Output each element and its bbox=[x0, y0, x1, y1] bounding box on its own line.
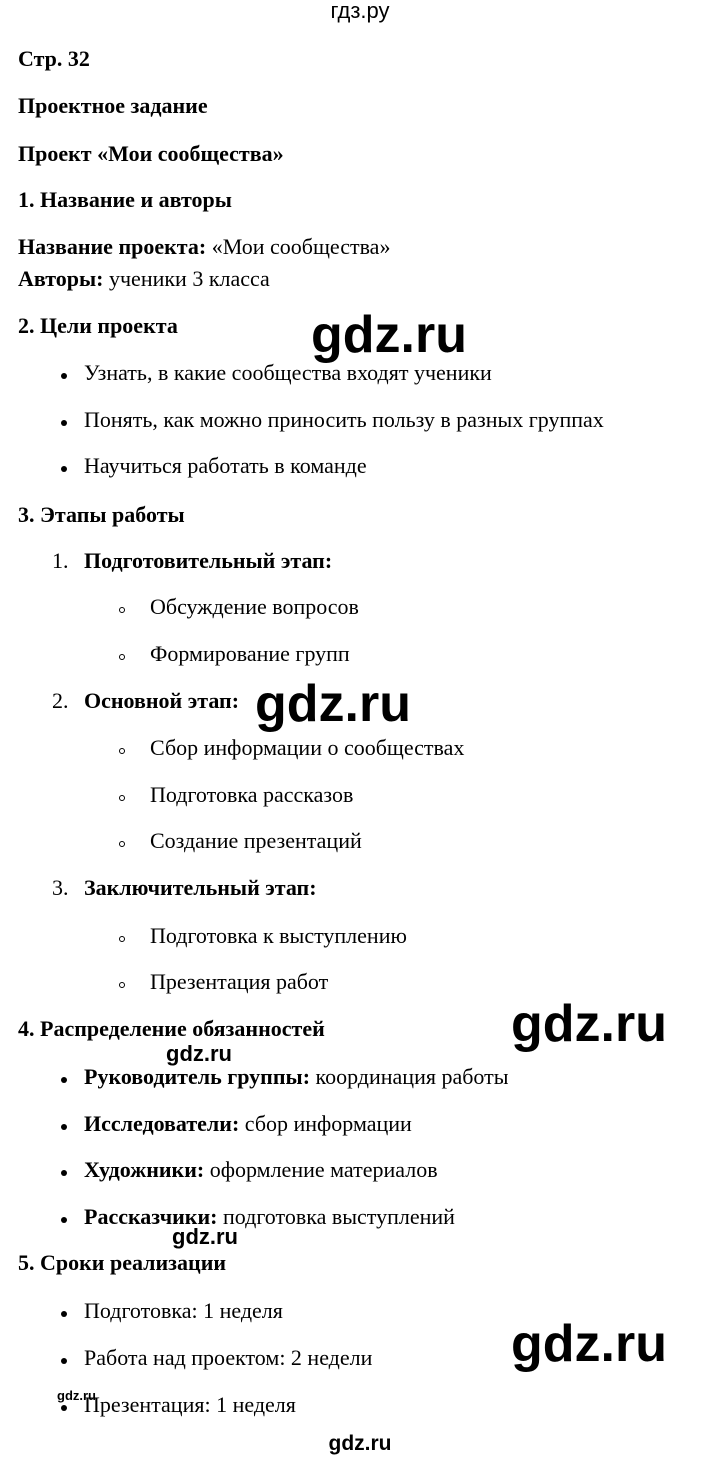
circle-bullet-icon bbox=[119, 607, 125, 613]
duty-label: Руководитель группы: bbox=[84, 1064, 311, 1089]
stage-number: 2. bbox=[52, 688, 69, 713]
stage-item: Сбор информации о сообществах bbox=[150, 735, 465, 760]
bullet-icon bbox=[61, 373, 67, 379]
duty-item bbox=[84, 1111, 412, 1137]
stage-title: Основной этап: bbox=[84, 688, 240, 713]
duty-value: сбор информации bbox=[244, 1111, 412, 1136]
section-2-title: 2. Цели проекта bbox=[18, 313, 178, 338]
footer-watermark: gdz.ru bbox=[328, 1432, 392, 1455]
duty-item bbox=[84, 1204, 455, 1230]
circle-bullet-icon bbox=[119, 654, 125, 660]
bullet-icon bbox=[61, 1170, 67, 1176]
duty-label: Художники: bbox=[84, 1157, 205, 1182]
duty-label: Рассказчики: bbox=[84, 1204, 218, 1229]
duty-item bbox=[84, 1064, 509, 1090]
project-name-value: «Мои сообщества» bbox=[211, 234, 391, 259]
circle-bullet-icon bbox=[119, 936, 125, 942]
watermark: gdz.ru bbox=[511, 995, 667, 1053]
authors-value: ученики 3 класса bbox=[108, 266, 270, 291]
task-heading: Проектное задание bbox=[18, 93, 208, 118]
duty-label: Исследователи: bbox=[84, 1111, 240, 1136]
stage-number: 3. bbox=[52, 875, 69, 900]
duty-item bbox=[84, 1157, 438, 1183]
stage-title: Подготовительный этап: bbox=[84, 548, 333, 573]
goal-item: Понять, как можно приносить пользу в разных группах bbox=[84, 407, 604, 432]
section-3-title: 3. Этапы работы bbox=[18, 502, 185, 527]
authors-label: Авторы: bbox=[18, 266, 104, 291]
duty-value: подготовка выступлений bbox=[222, 1204, 455, 1229]
stage-item: Обсуждение вопросов bbox=[150, 594, 359, 619]
goal-item: Узнать, в какие сообщества входят ученики bbox=[84, 360, 492, 385]
project-name-line bbox=[18, 234, 390, 260]
goal-item: Научиться работать в команде bbox=[84, 453, 367, 478]
project-heading: Проект «Мои сообщества» bbox=[18, 141, 284, 166]
stage-title: Заключительный этап: bbox=[84, 875, 317, 900]
stage-number: 1. bbox=[52, 548, 69, 573]
bullet-icon bbox=[61, 1217, 67, 1223]
section-1-title: 1. Название и авторы bbox=[18, 187, 232, 212]
circle-bullet-icon bbox=[119, 795, 125, 801]
authors-line bbox=[18, 266, 270, 292]
watermark: gdz.ru bbox=[57, 1388, 96, 1403]
watermark: gdz.ru bbox=[255, 675, 411, 733]
stage-item: Формирование групп bbox=[150, 641, 350, 666]
circle-bullet-icon bbox=[119, 982, 125, 988]
schedule-item: Подготовка: 1 неделя bbox=[84, 1298, 283, 1323]
watermark: gdz.ru bbox=[511, 1315, 667, 1373]
bullet-icon bbox=[61, 420, 67, 426]
section-4-title: 4. Распределение обязанностей bbox=[18, 1016, 325, 1041]
page-label: Стр. 32 bbox=[18, 46, 90, 71]
watermark: gdz.ru bbox=[311, 306, 467, 364]
site-header: гдз.ру bbox=[330, 0, 390, 23]
circle-bullet-icon bbox=[119, 748, 125, 754]
duty-value: координация работы bbox=[315, 1064, 509, 1089]
circle-bullet-icon bbox=[119, 841, 125, 847]
bullet-icon bbox=[61, 1358, 67, 1364]
schedule-item: Презентация: 1 неделя bbox=[84, 1392, 296, 1417]
stage-item: Подготовка к выступлению bbox=[150, 923, 407, 948]
project-name-label: Название проекта: bbox=[18, 234, 207, 259]
bullet-icon bbox=[61, 1124, 67, 1130]
bullet-icon bbox=[61, 466, 67, 472]
stage-item: Презентация работ bbox=[150, 969, 329, 994]
bullet-icon bbox=[61, 1405, 67, 1411]
watermark: gdz.ru bbox=[166, 1041, 232, 1066]
stage-item: Создание презентаций bbox=[150, 828, 362, 853]
schedule-item: Работа над проектом: 2 недели bbox=[84, 1345, 373, 1370]
bullet-icon bbox=[61, 1311, 67, 1317]
section-5-title: 5. Сроки реализации bbox=[18, 1250, 227, 1275]
stage-item: Подготовка рассказов bbox=[150, 782, 354, 807]
watermark: gdz.ru bbox=[172, 1224, 238, 1249]
duty-value: оформление материалов bbox=[209, 1157, 438, 1182]
bullet-icon bbox=[61, 1077, 67, 1083]
